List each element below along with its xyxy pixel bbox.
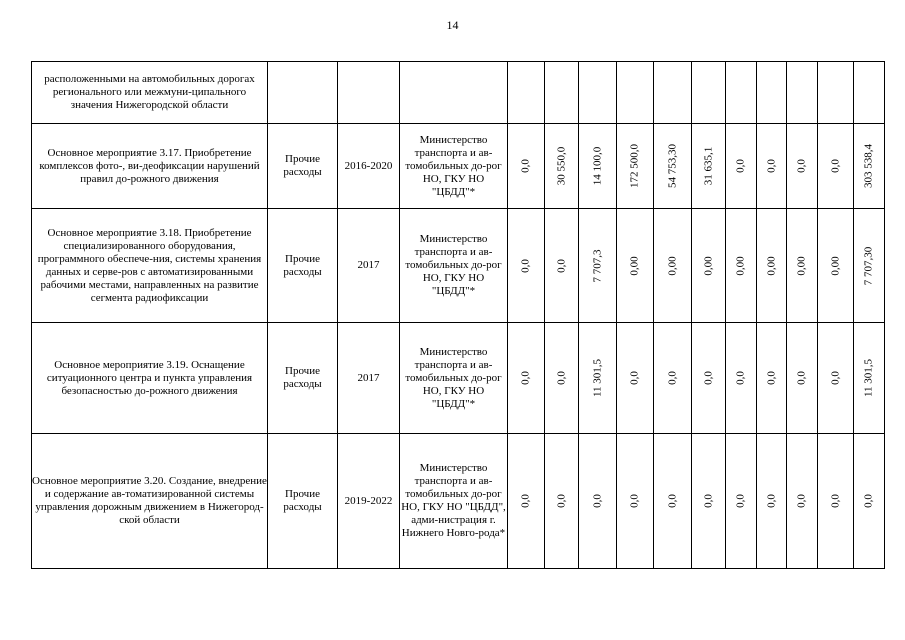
amount-cell: [617, 209, 654, 323]
amount-value: 0,0: [734, 494, 747, 508]
amount-cell: [579, 62, 617, 124]
amount-cell: [617, 62, 654, 124]
amount-value: 0,00: [829, 255, 841, 276]
period-cell: 2017: [338, 323, 400, 434]
amount-cell: [818, 434, 854, 569]
amount-cell: [787, 323, 818, 434]
amount-cell: [654, 323, 692, 434]
amount-cell: [579, 323, 617, 434]
amount-value: 0,0: [555, 494, 567, 508]
period-cell: 2016-2020: [338, 124, 400, 209]
period-cell: 2017: [338, 209, 400, 323]
amount-value: 0,0: [734, 371, 747, 385]
program-activities-table: [31, 61, 885, 569]
amount-cell: [654, 124, 692, 209]
amount-cell: [508, 434, 545, 569]
expense-type-cell: Прочие расходы: [268, 124, 338, 209]
amount-value: 0,00: [628, 255, 641, 276]
amount-value: 7 707,3: [591, 249, 603, 282]
amount-value: 30 550,0: [555, 146, 567, 186]
amount-value: 0,0: [628, 371, 641, 385]
amount-value: 0,0: [591, 494, 603, 508]
amount-value: 0,0: [519, 494, 532, 508]
amount-value: 54 753,30: [666, 144, 678, 188]
amount-cell: [654, 209, 692, 323]
amount-cell: [508, 62, 545, 124]
table-row: [32, 323, 885, 434]
amount-value: 0,0: [519, 371, 532, 385]
amount-value: 7 707,30: [862, 246, 875, 285]
amount-cell: [787, 124, 818, 209]
amount-cell: [545, 323, 579, 434]
amount-value: 11 301,5: [862, 358, 875, 398]
amount-value: 303 538,4: [862, 144, 875, 188]
amount-value: 0,00: [795, 255, 808, 276]
amount-cell: [757, 62, 787, 124]
amount-value: 0,0: [519, 159, 532, 173]
amount-cell: [818, 62, 854, 124]
amount-cell: [692, 209, 726, 323]
amount-cell: [854, 124, 885, 209]
amount-cell: [757, 434, 787, 569]
amount-cell: [726, 209, 757, 323]
amount-value: 0,0: [666, 371, 678, 385]
amount-cell: [726, 124, 757, 209]
amount-cell: [692, 434, 726, 569]
amount-value: 172 500,0: [628, 144, 641, 188]
amount-cell: [692, 62, 726, 124]
executor-cell: Министерство транспорта и ав-томобильных до-рог НО, ГКУ НО "ЦБДД", адми-нистрация г. Нижнего Новго-рода*: [400, 434, 508, 569]
amount-value: 0,00: [702, 255, 714, 276]
amount-value: 0,0: [555, 371, 567, 385]
amount-cell: [854, 62, 885, 124]
table-row: [32, 124, 885, 209]
table-row: [32, 209, 885, 323]
amount-cell: [757, 124, 787, 209]
amount-value: 0,0: [555, 258, 567, 273]
table-row: [32, 434, 885, 569]
amount-cell: [545, 209, 579, 323]
amount-cell: [617, 323, 654, 434]
amount-cell: [617, 434, 654, 569]
amount-value: 0,0: [795, 494, 808, 508]
amount-cell: [654, 62, 692, 124]
amount-cell: [617, 124, 654, 209]
amount-cell: [726, 434, 757, 569]
table-row: [32, 62, 885, 124]
amount-value: 11 301,5: [591, 358, 603, 398]
executor-cell: Министерство транспорта и ав-томобильных до-рог НО, ГКУ НО "ЦБДД"*: [400, 323, 508, 434]
amount-cell: [818, 209, 854, 323]
activity-name-cell: Основное мероприятие 3.17. Приобретение комплексов фото-, ви-деофиксации нарушений правил до-рожного движения: [32, 124, 268, 209]
amount-cell: [854, 323, 885, 434]
amount-value: 0,0: [829, 494, 841, 508]
amount-cell: [508, 209, 545, 323]
amount-value: 31 635,1: [702, 146, 714, 186]
amount-cell: [654, 434, 692, 569]
amount-cell: [692, 124, 726, 209]
amount-value: 0,00: [666, 255, 678, 276]
activity-name-cell: Основное мероприятие 3.19. Оснащение ситуационного центра и пункта управления безопасностью до-рожного движения: [32, 323, 268, 434]
amount-cell: [818, 124, 854, 209]
amount-cell: [545, 124, 579, 209]
amount-cell: [508, 323, 545, 434]
amount-cell: [854, 209, 885, 323]
amount-value: 0,0: [829, 371, 841, 385]
amount-value: 0,0: [702, 494, 714, 508]
amount-value: 0,00: [734, 255, 747, 276]
executor-cell: [400, 62, 508, 124]
amount-cell: [818, 323, 854, 434]
amount-value: 0,0: [765, 494, 777, 508]
page-number: 14: [446, 18, 459, 32]
amount-value: 0,0: [829, 159, 841, 173]
amount-cell: [692, 323, 726, 434]
amount-value: 0,0: [666, 494, 678, 508]
executor-cell: Министерство транспорта и ав-томобильных до-рог НО, ГКУ НО "ЦБДД"*: [400, 124, 508, 209]
amount-value: 0,0: [628, 494, 641, 508]
amount-value: 0,0: [795, 371, 808, 385]
amount-value: 0,0: [765, 159, 777, 173]
expense-type-cell: Прочие расходы: [268, 209, 338, 323]
amount-cell: [854, 434, 885, 569]
amount-cell: [757, 209, 787, 323]
table-body: [32, 62, 885, 569]
amount-value: 0,0: [519, 258, 532, 273]
amount-cell: [579, 209, 617, 323]
amount-cell: [508, 124, 545, 209]
amount-value: 0,00: [765, 255, 777, 276]
expense-type-cell: [268, 62, 338, 124]
amount-value: 0,0: [734, 159, 747, 173]
amount-value: 0,0: [795, 159, 808, 173]
amount-cell: [787, 434, 818, 569]
amount-cell: [579, 434, 617, 569]
amount-cell: [726, 62, 757, 124]
amount-cell: [545, 434, 579, 569]
period-cell: [338, 62, 400, 124]
period-cell: 2019-2022: [338, 434, 400, 569]
amount-cell: [787, 209, 818, 323]
amount-cell: [757, 323, 787, 434]
amount-cell: [726, 323, 757, 434]
executor-cell: Министерство транспорта и ав-томобильных до-рог НО, ГКУ НО "ЦБДД"*: [400, 209, 508, 323]
expense-type-cell: Прочие расходы: [268, 434, 338, 569]
amount-value: 0,0: [702, 371, 714, 385]
amount-value: 0,0: [862, 494, 875, 508]
amount-cell: [579, 124, 617, 209]
amount-cell: [787, 62, 818, 124]
activity-name-cell: Основное мероприятие 3.18. Приобретение специализированного оборудования, программного обеспече-ния, системы хранения данных и серве-ров с автоматизированными рабочими местами, направленных на развитие сегмента радиофиксации: [32, 209, 268, 323]
activity-name-cell: расположенными на автомобильных дорогах регионального или межмуни-ципального значения Нижегородской области: [32, 62, 268, 124]
amount-value: 0,0: [765, 371, 777, 385]
amount-value: 14 100,0: [591, 146, 603, 186]
activity-name-cell: Основное мероприятие 3.20. Создание, внедрение и содержание ав-томатизированной системы управления дорожным движением в Нижегород-ской области: [32, 434, 268, 569]
amount-cell: [545, 62, 579, 124]
expense-type-cell: Прочие расходы: [268, 323, 338, 434]
